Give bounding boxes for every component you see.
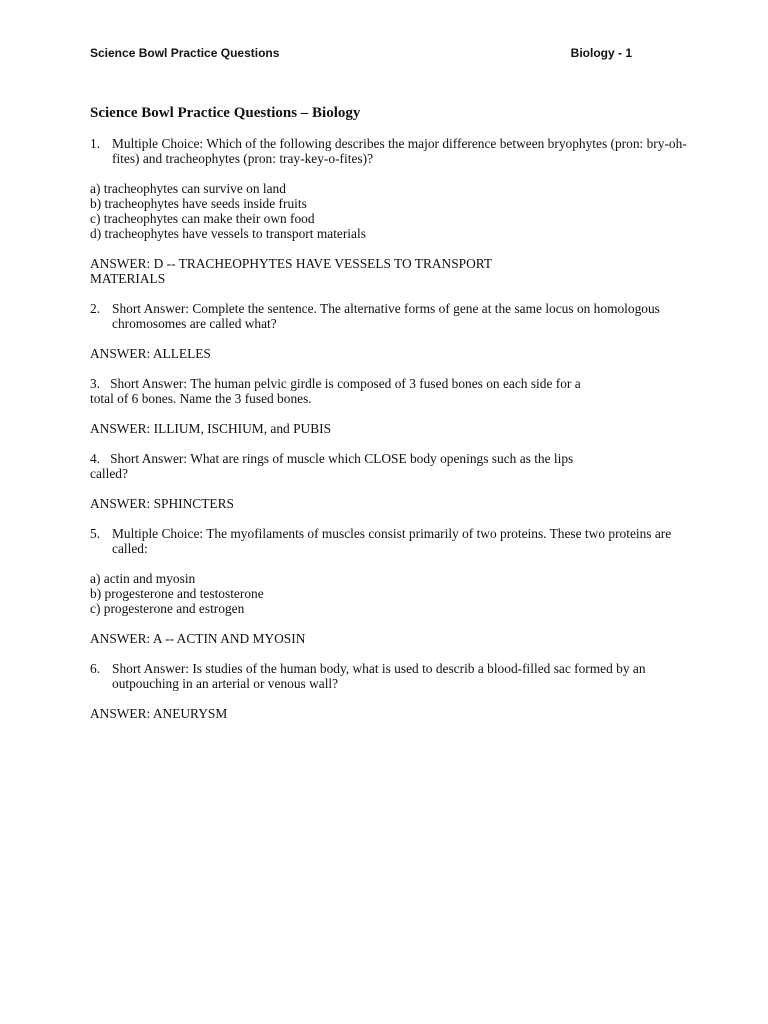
choice-item: b) progesterone and testosterone bbox=[90, 586, 264, 601]
question-5-number: 5. bbox=[90, 526, 101, 541]
question-4-answer: ANSWER: SPHINCTERS bbox=[90, 496, 234, 511]
header-left-text: Science Bowl Practice Questions bbox=[90, 46, 280, 60]
question-4-number: 4. bbox=[90, 451, 101, 466]
question-5-answer: ANSWER: A -- ACTIN AND MYOSIN bbox=[90, 631, 306, 646]
question-3 bbox=[90, 376, 590, 406]
question-1 bbox=[90, 136, 690, 166]
choice-item: c) progesterone and estrogen bbox=[90, 601, 245, 616]
question-6-number: 6. bbox=[90, 661, 101, 676]
question-3-number: 3. bbox=[90, 376, 101, 391]
question-1-choices bbox=[90, 181, 690, 241]
question-5-choices bbox=[90, 571, 690, 616]
choice-item: a) actin and myosin bbox=[90, 571, 196, 586]
question-5 bbox=[90, 526, 690, 556]
choice-item: d) tracheophytes have vessels to transport materials bbox=[90, 226, 366, 241]
document-title: Science Bowl Practice Questions – Biology bbox=[90, 105, 361, 121]
question-2 bbox=[90, 301, 690, 331]
choice-item: c) tracheophytes can make their own food bbox=[90, 211, 315, 226]
question-3-answer: ANSWER: ILLIUM, ISCHIUM, and PUBIS bbox=[90, 421, 332, 436]
question-1-number: 1. bbox=[90, 136, 101, 151]
header-right-text: Biology - 1 bbox=[570, 46, 632, 60]
running-header bbox=[90, 46, 632, 62]
question-1-answer: ANSWER: D -- TRACHEOPHYTES HAVE VESSELS TO TRANSPORT MATERIALS bbox=[90, 256, 492, 286]
question-3-text: Short Answer: The human pelvic girdle is composed of 3 fused bones on each side for a total of 6 bones. Name the 3 fused bones. bbox=[90, 376, 581, 406]
question-5-text: Multiple Choice: The myofilaments of muscles consist primarily of two proteins. These two proteins are called: bbox=[112, 526, 672, 556]
document-body bbox=[90, 104, 690, 736]
question-2-answer: ANSWER: ALLELES bbox=[90, 346, 211, 361]
question-1-text: Multiple Choice: Which of the following describes the major difference between bryophytes (pron: bry-oh-fites) and tracheophytes (pron: tray-key-o-fites)? bbox=[112, 136, 687, 166]
question-2-number: 2. bbox=[90, 301, 101, 316]
question-2-text: Short Answer: Complete the sentence. The alternative forms of gene at the same locus on homologous chromosomes are called what? bbox=[112, 301, 660, 331]
question-6-answer: ANSWER: ANEURYSM bbox=[90, 706, 228, 721]
question-6-text: Short Answer: Is studies of the human body, what is used to describ a blood-filled sac formed by an outpouching in an arterial or venous wall? bbox=[112, 661, 646, 691]
question-6 bbox=[90, 661, 690, 691]
question-4-text: Short Answer: What are rings of muscle which CLOSE body openings such as the lips called? bbox=[90, 451, 574, 481]
choice-item: a) tracheophytes can survive on land bbox=[90, 181, 286, 196]
question-4 bbox=[90, 451, 590, 481]
choice-item: b) tracheophytes have seeds inside fruits bbox=[90, 196, 307, 211]
